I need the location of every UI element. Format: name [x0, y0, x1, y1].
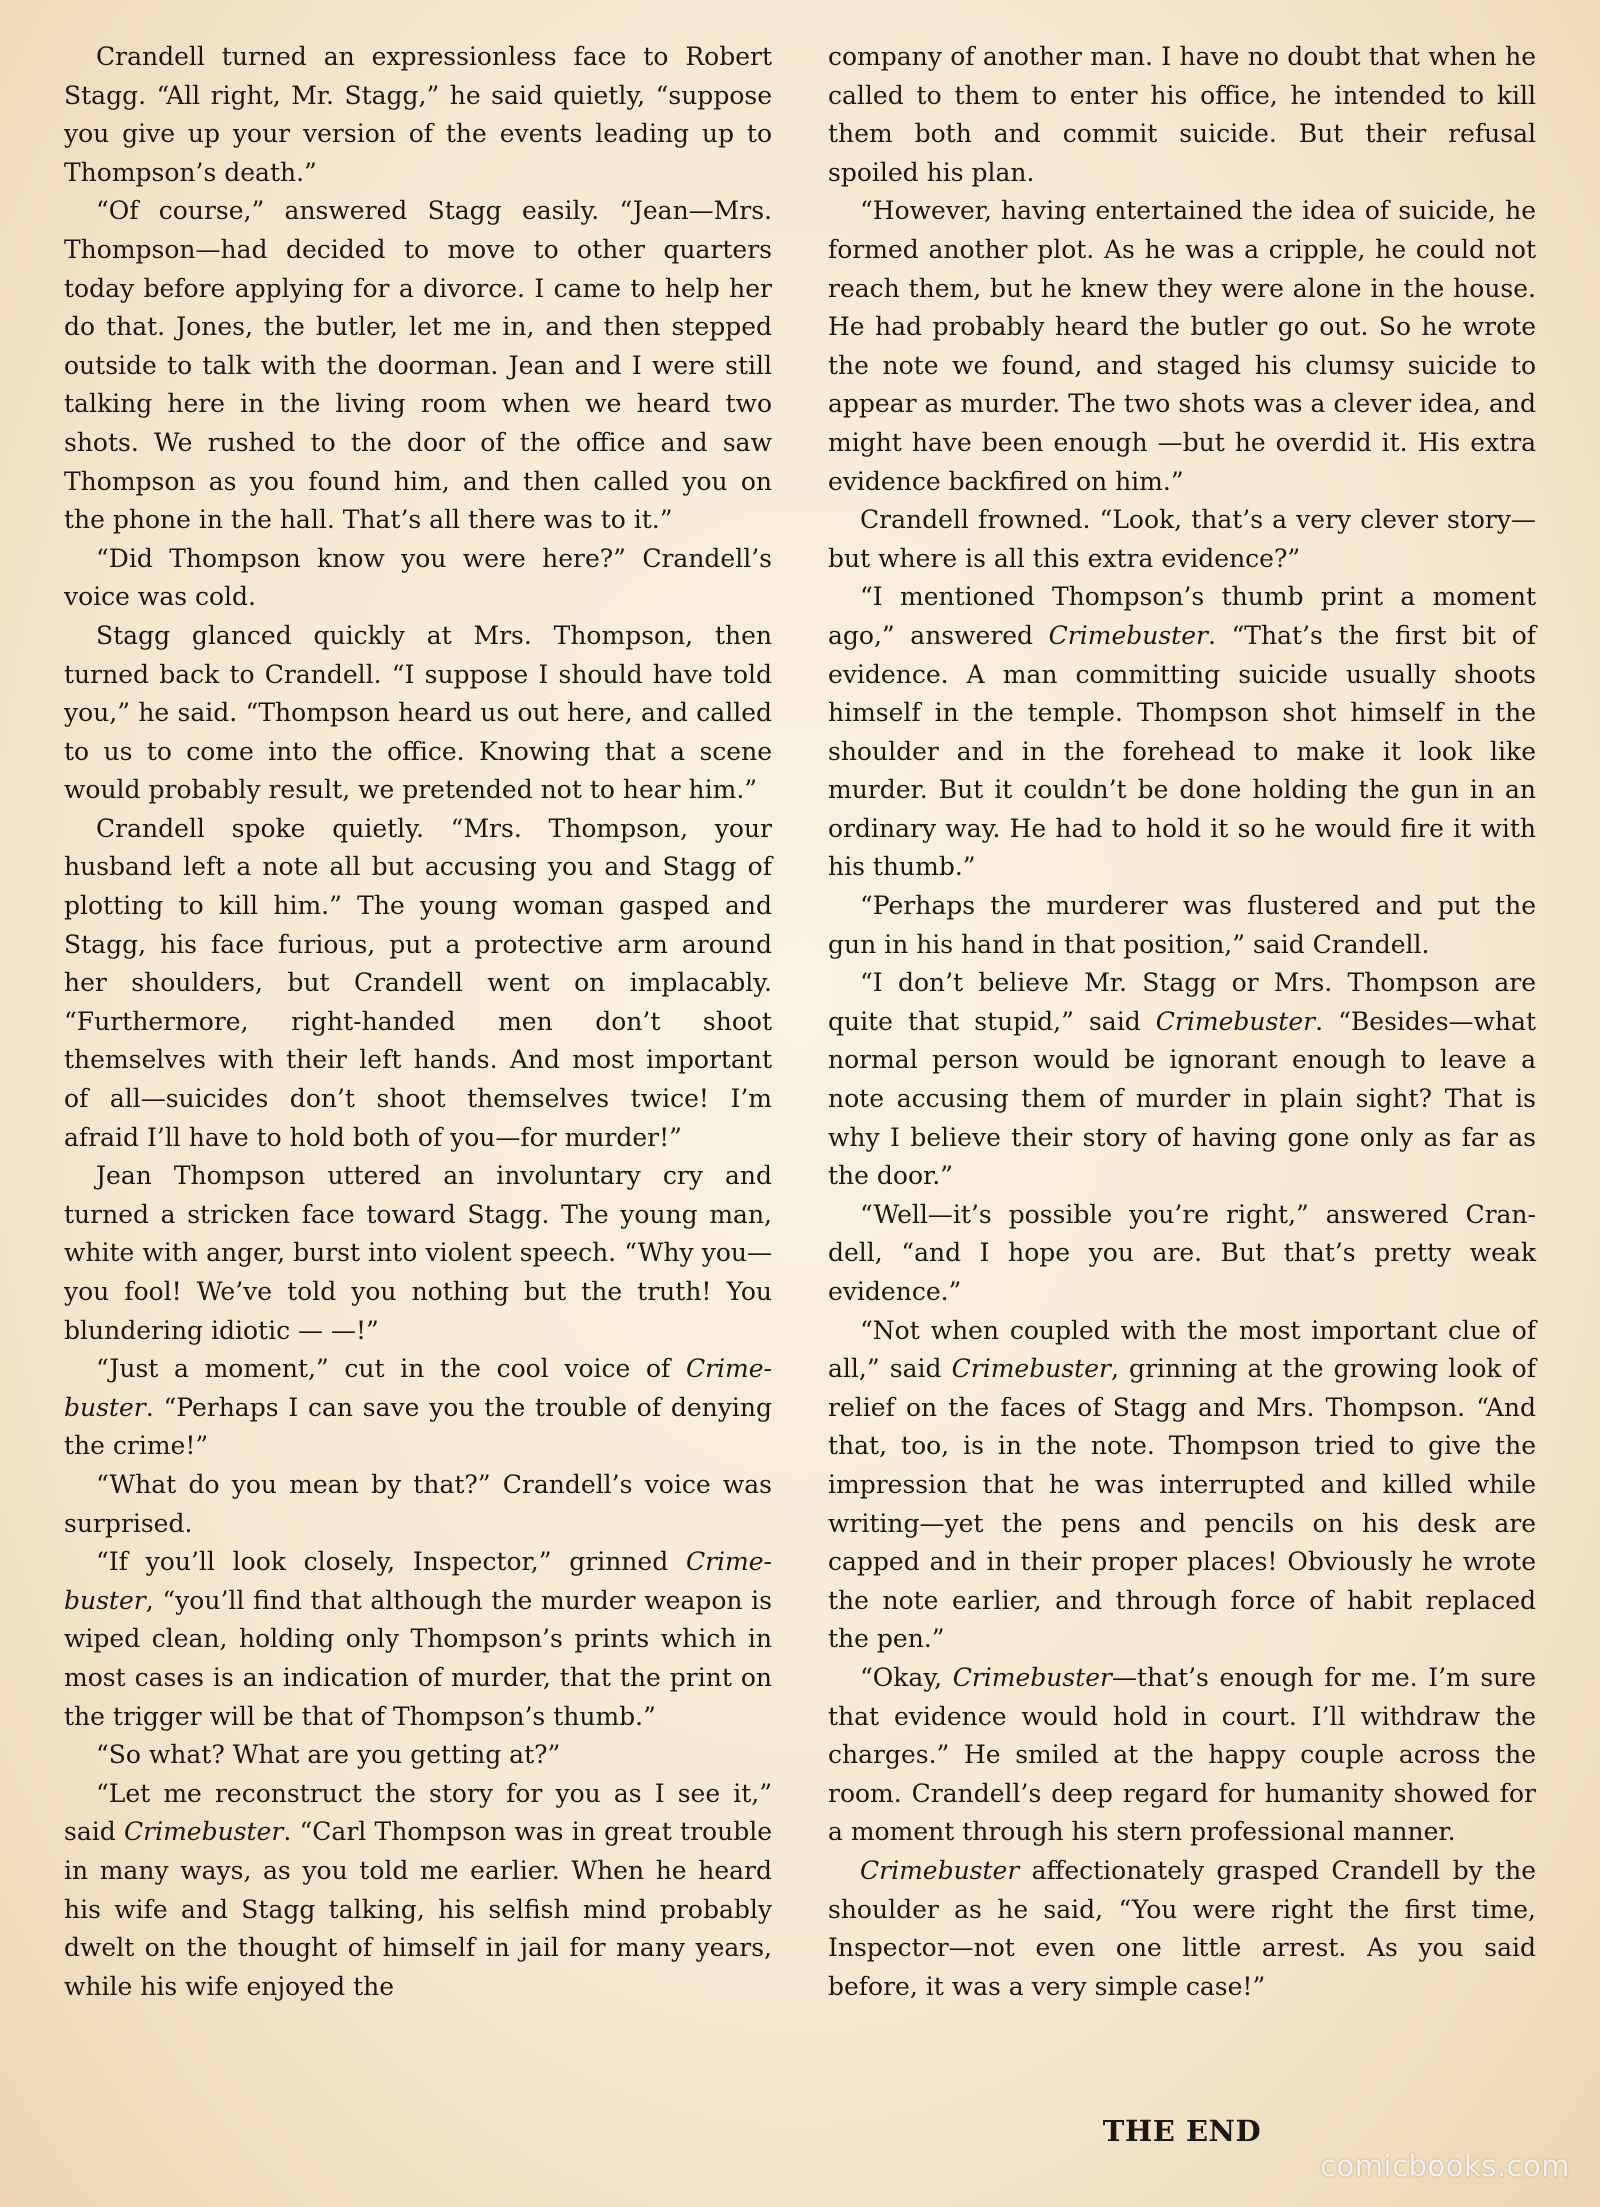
paragraph: Stagg glanced quickly at Mrs. Thompson, then turned back to Crandell. “I suppose I should have told you,” he said. “Thompson heard us out here, and called to us to come into the office. Knowing that a scene would probably result, we pretended not to hear him.” [64, 620, 772, 805]
paragraph: Crimebuster affectionately grasped Crandell by the shoulder as he said, “You were right the first time, Inspector—not even one little arrest. As you said before, it was a very simple case!” [828, 1855, 1536, 2001]
paragraph: “I mentioned Thompson’s thumb print a moment ago,” answered Crimebuster. “That’s the first bit of evidence. A man committing suicide usually shoots himself in the temple. Thompson shot himself in the shoulder and in the forehead to make it look like murder. But it couldn’t be done holding the gun in an ordinary way. He had to hold it so he would fire it with his thumb.” [828, 582, 1537, 882]
paragraph: “I don’t believe Mr. Stagg or Mrs. Thompson are quite that stupid,” said Crimebuster. “Besides—what normal person would be ignorant enough to leave a note accusing them of murder in plain sight? That is why I believe their story of having gone only as far as the door.” [828, 968, 1536, 1191]
right-text-column [828, 38, 1536, 2006]
paragraph: “Perhaps the murderer was flustered and put the gun in his hand in that position,” said Crandell. [828, 891, 1536, 959]
paragraph: “So what? What are you getting at?” [96, 1740, 561, 1770]
paragraph: Crandell turned an expressionless face to Robert Stagg. “All right, Mr. Stagg,” he said quietly, “suppose you give up your version of the events leading up to Thompson’s death.” [64, 42, 772, 187]
site-watermark: comicbooks.com [1320, 2149, 1570, 2183]
continued-paragraph: company of another man. I have no doubt that when he called to them to enter his office, he intended to kill them both and commit suicide. But their refusal spoiled his plan. [828, 42, 1536, 187]
paragraph: Jean Thompson uttered an involuntary cry and turned a stricken face toward Stagg. The young man, white with anger, burst into violent speech. “Why you—you fool! We’ve told you nothing but the truth! You blundering idiotic — —!” [64, 1161, 772, 1345]
paragraph: “Not when coupled with the most important clue of all,” said Crimebuster, grinning at the growing look of relief on the faces of Stagg and Mrs. Thompson. “And that, too, is in the note. Thompson tried to give the impression that he was interrupted and killed while writing—yet the pens and pencils on his desk are capped and in their proper places! Obviously he wrote the note earlier, and through force of habit replaced the pen.” [828, 1315, 1536, 1654]
paragraph: “Just a moment,” cut in the cool voice of Crimebuster. “Perhaps I can save you the trouble of denying the crime!” [64, 1354, 772, 1461]
paragraph: “Okay, Crimebuster—that’s enough for me. I’m sure that evidence would hold in court. I’ll withdraw the charges.” He smiled at the happy couple across the room. Crandell’s deep regard for humanity showed for a moment through his stern professional manner. [828, 1662, 1537, 1847]
left-text-column [64, 38, 772, 2006]
paragraph: Crandell frowned. “Look, that’s a very clever story—but where is all this extra evidence?” [828, 505, 1536, 573]
paragraph: “However, having entertained the idea of suicide, he formed another plot. As he was a cripple, he could not reach them, but he knew they were alone in the house. He had probably heard the butler go out. So he wrote the note we found, and staged his clumsy suicide to appear as murder. The two shots was a clever idea, and might have been enough —but he overdid it. His extra evidence backfired on him.” [828, 196, 1536, 496]
paragraph: Crandell spoke quietly. “Mrs. Thompson, your husband left a note all but accusing you and Stagg of plotting to kill him.” The young woman gasped and Stagg, his face furious, put a protective arm around her shoulders, but Crandell went on implacably. “Furthermore, right-handed men don’t shoot themselves with their left hands. And most important of all—suicides don’t shoot themselves twice! I’m afraid I’ll have to hold both of you—for murder!” [64, 813, 772, 1152]
the-end-heading: THE END [1102, 2114, 1262, 2148]
paragraph: “Did Thompson know you were here?” Crandell’s voice was cold. [64, 543, 772, 612]
paragraph: “Let me reconstruct the story for you as I see it,” said Crimebuster. “Carl Thompson was in great trouble in many ways, as you told me earlier. When he heard his wife and Stagg talking, his selfish mind probably dwelt on the thought of himself in jail for many years, while his wife enjoyed the [64, 1778, 772, 2001]
paragraph: “If you’ll look closely, Inspector,” grinned Crimebuster, “you’ll find that although the murder weapon is wiped clean, holding only Thompson’s prints which in most cases is an indication of murder, that the print on the trigger will be that of Thompson’s thumb.” [64, 1547, 772, 1731]
paragraph: “Of course,” answered Stagg easily. “Jean—Mrs. Thompson—had decided to move to other quarters today before applying for a divorce. I came to help her do that. Jones, the butler, let me in, and then stepped outside to talk with the doorman. Jean and I were still talking here in the living room when we heard two shots. We rushed to the door of the office and saw Thompson as you found him, and then called you on the phone in the hall. That’s all there was to it.” [64, 196, 772, 535]
paragraph: “What do you mean by that?” Crandell’s voice was surprised. [64, 1469, 772, 1538]
paragraph: “Well—it’s possible you’re right,” answered Crandell, “and I hope you are. But that’s pretty weak evidence.” [828, 1199, 1536, 1306]
